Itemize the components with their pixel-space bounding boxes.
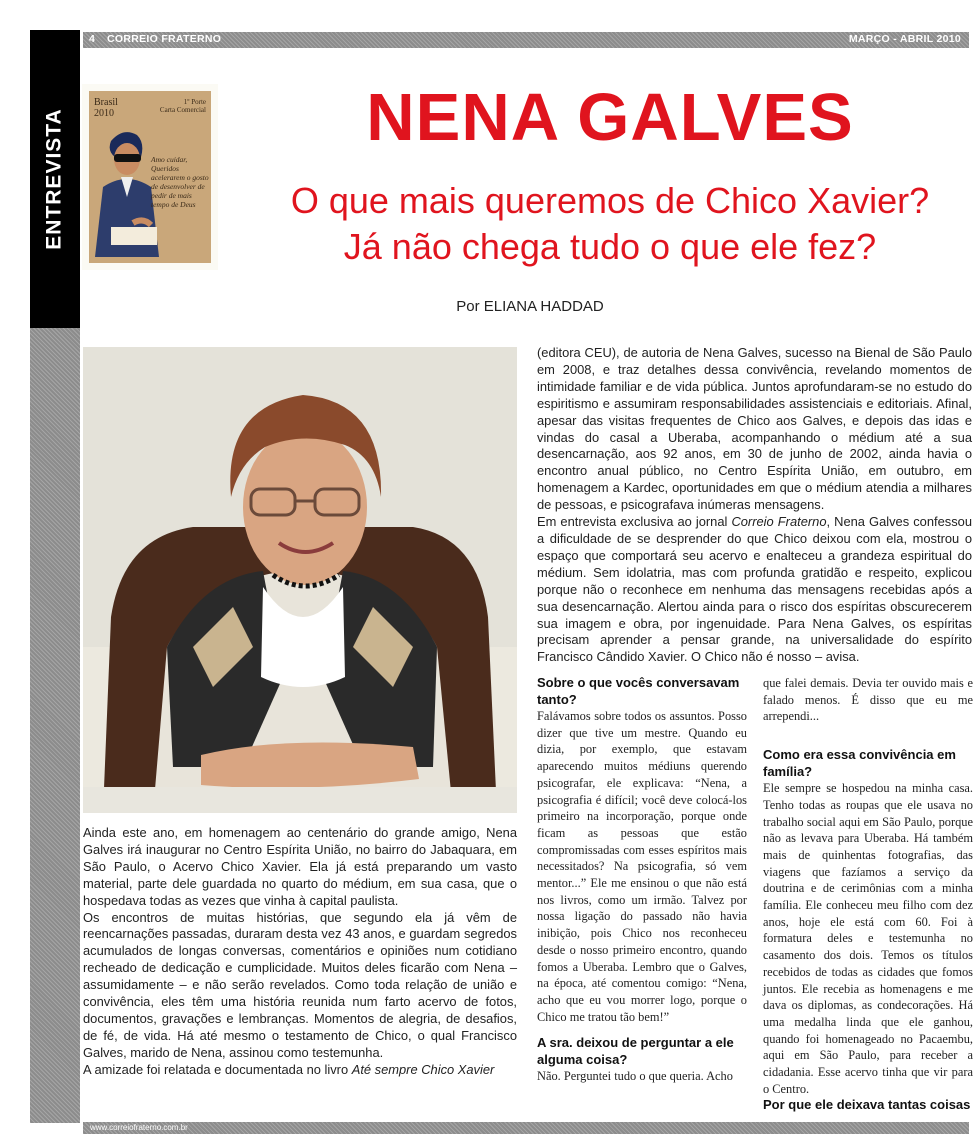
footer-bar xyxy=(83,1122,969,1134)
issue-date: MARÇO - ABRIL 2010 xyxy=(848,33,961,45)
subtitle-line-1: O que mais queremos de Chico Xavier? xyxy=(290,180,930,221)
intro-paragraph: Ainda este ano, em homenagem ao centenário do grande amigo, Nena Galves irá inaugurar no Centro Espírita União, no bairro do Jabaquara, em São Paulo, o Acervo Chico Xavier. Ela já está preparando um vasto material, parte dele guardada no quarto do médium, em sua casa, que o hospedava todas as vezes que vinha à capital paulista. xyxy=(83,825,517,908)
interview-answer-continued: que falei demais. Devia ter ouvido mais e falado menos. É disso que eu me arrependi... xyxy=(763,676,973,724)
newspaper-name: Correio Fraterno xyxy=(731,514,827,530)
interview-question: A sra. deixou de perguntar a ele alguma coisa? xyxy=(537,1035,734,1067)
publication-name: CORREIO FRATERNO xyxy=(107,33,222,45)
intro-paragraph-interview xyxy=(537,514,972,666)
stamp-type xyxy=(146,98,206,114)
subtitle-line-2: Já não chega tudo o que ele fez? xyxy=(343,226,877,267)
interview-question: Sobre o que vocês conversavam tanto? xyxy=(537,675,740,707)
intro-paragraph-book xyxy=(83,1062,517,1079)
article-title: NENA GALVES xyxy=(366,80,854,155)
stamp-country xyxy=(94,97,118,119)
stamp-face xyxy=(89,91,211,263)
interview-answer: Falávamos sobre todos os assuntos. Posso dizer que tive um mestre. Quando eu dizia, por exemplo, que estavam aparecendo muitos médiuns querendo psicografar, ele explicava: “Nena, a psicografia é difícil; você deve colocá-los primeiro na incorporação, porque onde ficam as pessoas que estão compromissadas com esses espíritos mais necessitados? Na psicografia, só vem mentor...” Ele me ensinou o que não está nos livros, como um irmão. Talvez por nossa ligação do passado não havia inibição, pois Chico nos reconheceu desde o nosso primeiro encontro, quando fomos a Uberaba. Lembro que o Galves, na época, até comentou comigo: “Nena, acho que eu vou morrer logo, porque o Chico me tratou tão bem!” xyxy=(537,709,747,1024)
header-bar xyxy=(83,32,969,48)
intro-left-column xyxy=(83,825,517,1079)
article-subtitle xyxy=(230,178,979,270)
book-title: Até sempre Chico Xavier xyxy=(351,1061,495,1077)
interview-question: Por que ele deixava tantas coisas xyxy=(763,1097,971,1113)
page-number: 4 xyxy=(89,33,96,45)
footer-url: www.correiofraterno.com.br xyxy=(90,1123,188,1132)
stamp-type-line1: 1º Porte xyxy=(183,98,206,106)
interview-question: Como era essa convivência em família? xyxy=(763,747,956,779)
portrait-photo xyxy=(83,347,517,813)
interview-column-middle xyxy=(537,675,747,1085)
section-label: ENTREVISTA xyxy=(43,108,66,250)
interview-answer: Ele sempre se hospedou na minha casa. Tenho todas as roupas que ele usava no trabalho social aqui em São Paulo, porque não as levava para Uberaba. Há também mais de quinhentas fotografias, das viagens que fazíamos a serviço da doutrina e de cerimônias com a minha família. Ele conheceu meu filho com dez anos, hoje ele está com 60. Foi à formatura deles e testemunha no casamento dos dois. Temos os títulos recebidos de todas as cidades que fomos juntos. Ele recebia as homenagens e me dava os diplomas, as condecorações. Há uma medalha linda que ele ganhou, quando foi homenageado no Pacaembu, aqui em São Paulo, para receber a cidadania. Esse acervo tinha que vir para o Centro. xyxy=(763,781,973,1096)
interview-answer: Não. Perguntei tudo o que queria. Acho xyxy=(537,1069,733,1084)
byline: Por ELIANA HADDAD xyxy=(456,298,604,315)
intro-book-lead: A amizade foi relatada e documentada no livro xyxy=(83,1061,352,1077)
section-label-wrapper xyxy=(30,30,80,328)
intro-paragraph: (editora CEU), de autoria de Nena Galves, sucesso na Bienal de São Paulo em 2008, e traz detalhes dessa convivência, revelando momentos de intimidade familiar e de vida pública. Juntos aprofundaram-se no estudo do espiritismo e assumiram responsabilidades assistenciais e editoriais. Afinal, apesar das visitas frequentes de Chico aos Galves, e depois das idas e vindas do casal a Uberaba, acompanhando o médium até a sua desencarnação, aos 92 anos, em 30 de junho de 2002, ainda havia o encontro anual público, no Centro Espírita União, em outubro, em homenagem a Kardec, oportunidades em que o médium atendia a milhares de pessoas, e psicografava inúmeras mensagens. xyxy=(537,345,972,513)
intro-right-column xyxy=(537,345,972,666)
stamp-quote: Amo cuidar, Queridos acelerarem o gosto de desenvolver de pedir de mais tempo de Deus xyxy=(151,155,209,209)
interview-column-right xyxy=(763,675,973,1114)
intro-paragraph: Os encontros de muitas histórias, que segundo ela já vêm de reencarnações passadas, duraram desta vez 43 anos, e guardam segredos acumulados de longas conversas, comentários e opiniões num cotidiano recheado de dedicação e cumplicidade. Muitos deles ficarão com Nena – assumidamente – e não serão revelados. Como toda relação de união e convivência, eles têm uma história reunida num farto acervo de fotos, documentos, gravações e lembranças. Momentos de alegria, de desafios, de fé, de vida. Há até mesmo o testamento de Chico, o qual Francisco Galves, marido de Nena, assinou como testemunha. xyxy=(83,909,517,1060)
stamp-country-name: Brasil xyxy=(94,97,118,108)
stamp-year: 2010 xyxy=(94,108,114,119)
left-decorative-strip xyxy=(30,328,80,1123)
intro-interview-lead: Em entrevista exclusiva ao jornal xyxy=(537,514,732,530)
intro-interview-rest: , Nena Galves confessou a dificuldade de se desprender do que Chico deixou com ela, mostrou o espaço que comportará seu acervo e enalteceu a grandeza espiritual do médium. Sem idolatria, mas com profunda gratidão e respeito, explicou porque não o reconhece em nenhuma das mensagens recebidas após a sua desencarnação. Alertou ainda para o risco dos espíritas obscurecerem sua imagem e obra, por ingenuidade. Para Nena Galves, os espíritas precisam aprender a pensar grande, na universalidade do espírito Francisco Cândido Xavier. O Chico não é nosso – avisa. xyxy=(537,514,972,665)
stamp-type-line2: Carta Comercial xyxy=(159,106,206,114)
postage-stamp xyxy=(82,84,218,270)
